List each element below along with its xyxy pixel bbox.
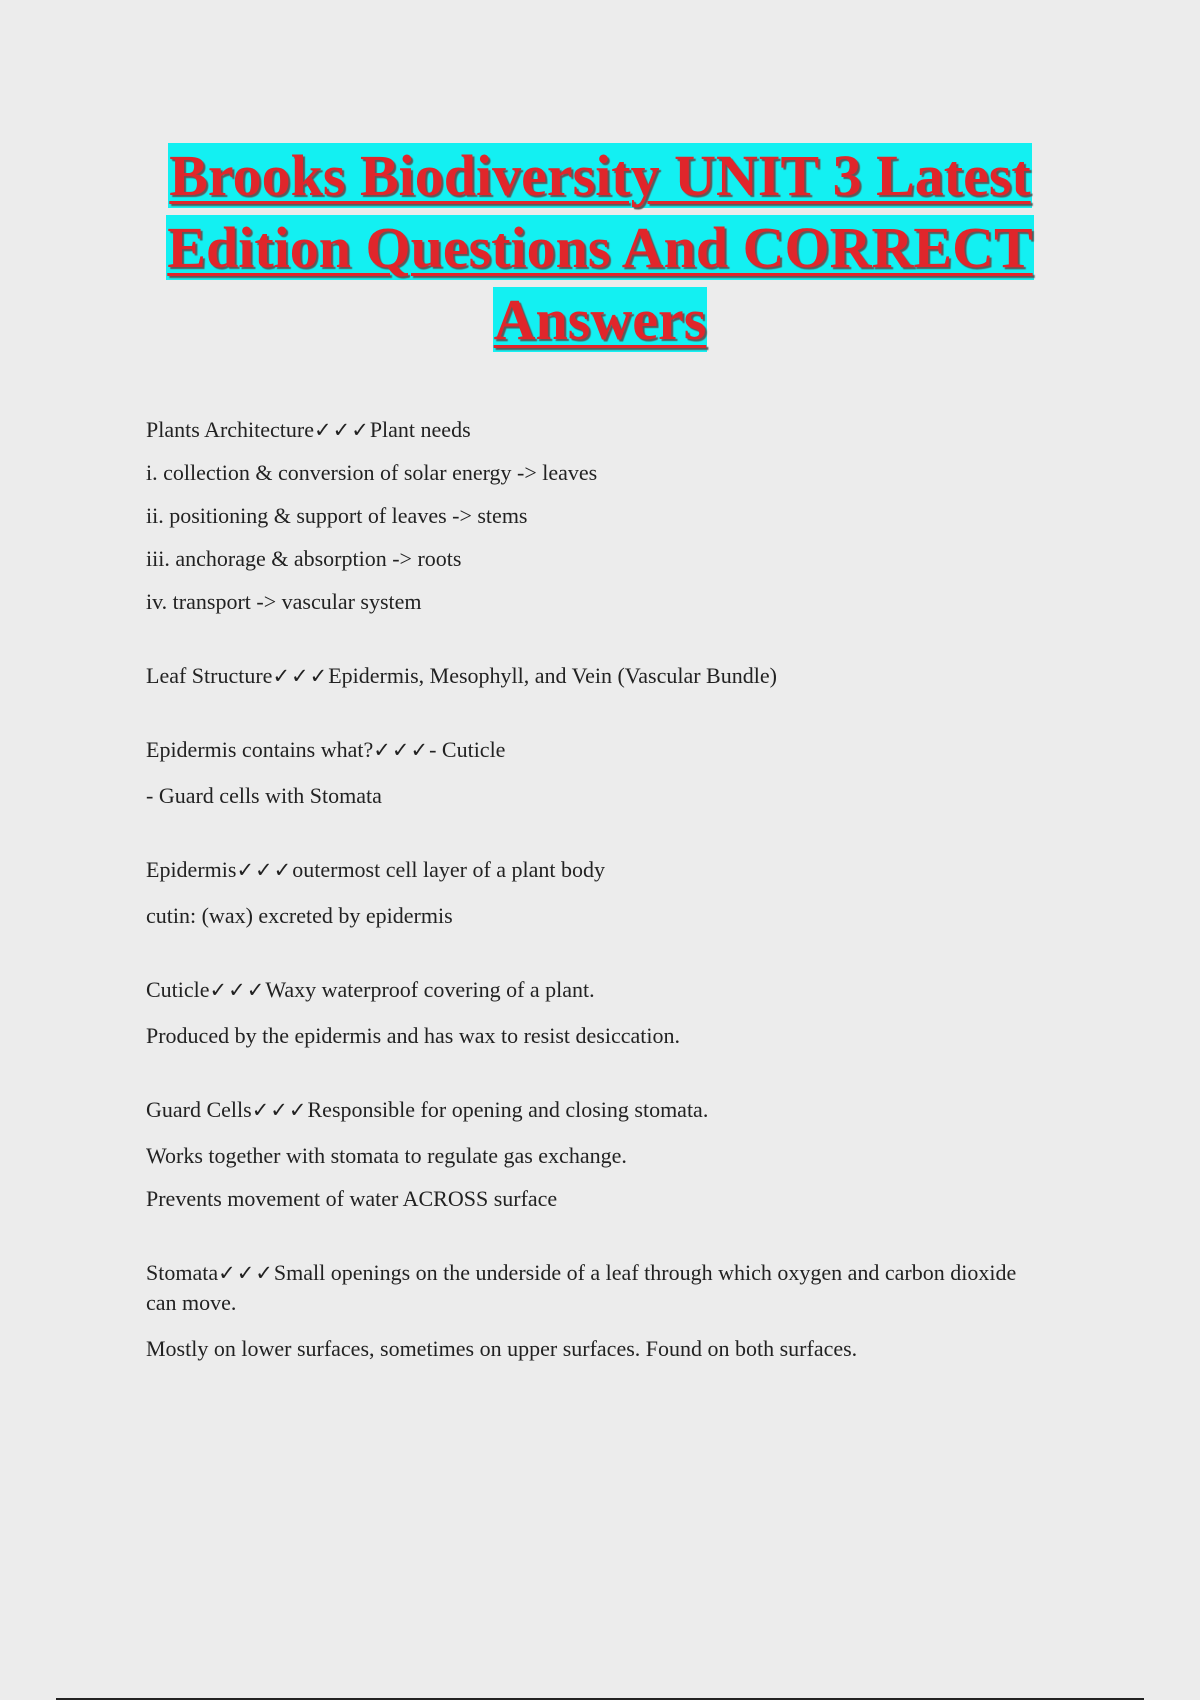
- title-line-2: Edition Questions And CORRECT: [167, 215, 1033, 280]
- qa-extra-line: ii. positioning & support of leaves -> stems: [146, 503, 528, 528]
- title-line-3: Answers: [493, 287, 707, 352]
- qa-extra-line: Prevents movement of water ACROSS surface: [146, 1186, 558, 1211]
- qa-extra-line: Mostly on lower surfaces, sometimes on upper surfaces. Found on both surfaces.: [146, 1336, 858, 1361]
- qa-item: [146, 1258, 1046, 1364]
- qa-item: [146, 415, 1046, 617]
- qa-term: Leaf Structure: [146, 663, 273, 688]
- qa-term: Cuticle: [146, 977, 210, 1002]
- qa-term: Stomata: [146, 1260, 219, 1285]
- check-marks-icon: ✓✓✓: [209, 978, 266, 1002]
- qa-answer: Small openings on the underside of a leaf through which oxygen and carbon dioxide can move.: [146, 1260, 1017, 1315]
- qa-item: [146, 975, 1046, 1051]
- qa-question-line: [146, 415, 1046, 445]
- check-marks-icon: ✓✓✓: [218, 1261, 274, 1285]
- check-marks-icon: ✓✓✓: [272, 664, 329, 688]
- qa-extra-line: iv. transport -> vascular system: [146, 589, 422, 614]
- qa-item: [146, 735, 1046, 811]
- qa-item: [146, 661, 1046, 691]
- qa-item: [146, 1095, 1046, 1214]
- qa-answer: - Cuticle: [429, 737, 506, 762]
- qa-extra-line: cutin: (wax) excreted by epidermis: [146, 903, 453, 928]
- qa-answer: Waxy waterproof covering of a plant.: [265, 977, 595, 1002]
- title-line-1: Brooks Biodiversity UNIT 3 Latest: [169, 143, 1031, 208]
- qa-term: Guard Cells: [146, 1097, 252, 1122]
- qa-question-line: [146, 1258, 1046, 1318]
- check-marks-icon: ✓✓✓: [251, 1098, 308, 1122]
- document-title: [100, 142, 1100, 358]
- qa-item: [146, 855, 1046, 931]
- qa-extra-line: iii. anchorage & absorption -> roots: [146, 546, 462, 571]
- qa-question-line: [146, 661, 1046, 691]
- qa-extra-line: Works together with stomata to regulate gas exchange.: [146, 1143, 627, 1168]
- qa-extra-line: i. collection & conversion of solar energy -> leaves: [146, 460, 598, 485]
- qa-answer: Epidermis, Mesophyll, and Vein (Vascular Bundle): [328, 663, 777, 688]
- qa-extra-line: Produced by the epidermis and has wax to resist desiccation.: [146, 1023, 680, 1048]
- qa-answer: outermost cell layer of a plant body: [292, 857, 606, 882]
- qa-term: Epidermis contains what?: [146, 737, 374, 762]
- qa-term: Plants Architecture: [146, 417, 315, 442]
- qa-extra-line: - Guard cells with Stomata: [146, 783, 382, 808]
- qa-answer: Plant needs: [369, 417, 471, 442]
- check-marks-icon: ✓✓✓: [373, 738, 430, 762]
- qa-question-line: [146, 855, 1046, 885]
- check-marks-icon: ✓✓✓: [314, 418, 370, 442]
- qa-list: [146, 415, 1046, 1408]
- qa-question-line: [146, 975, 1046, 1005]
- qa-question-line: [146, 735, 1046, 765]
- qa-term: Epidermis: [146, 857, 237, 882]
- qa-answer: Responsible for opening and closing stomata.: [307, 1097, 709, 1122]
- check-marks-icon: ✓✓✓: [236, 858, 293, 882]
- qa-question-line: [146, 1095, 1046, 1125]
